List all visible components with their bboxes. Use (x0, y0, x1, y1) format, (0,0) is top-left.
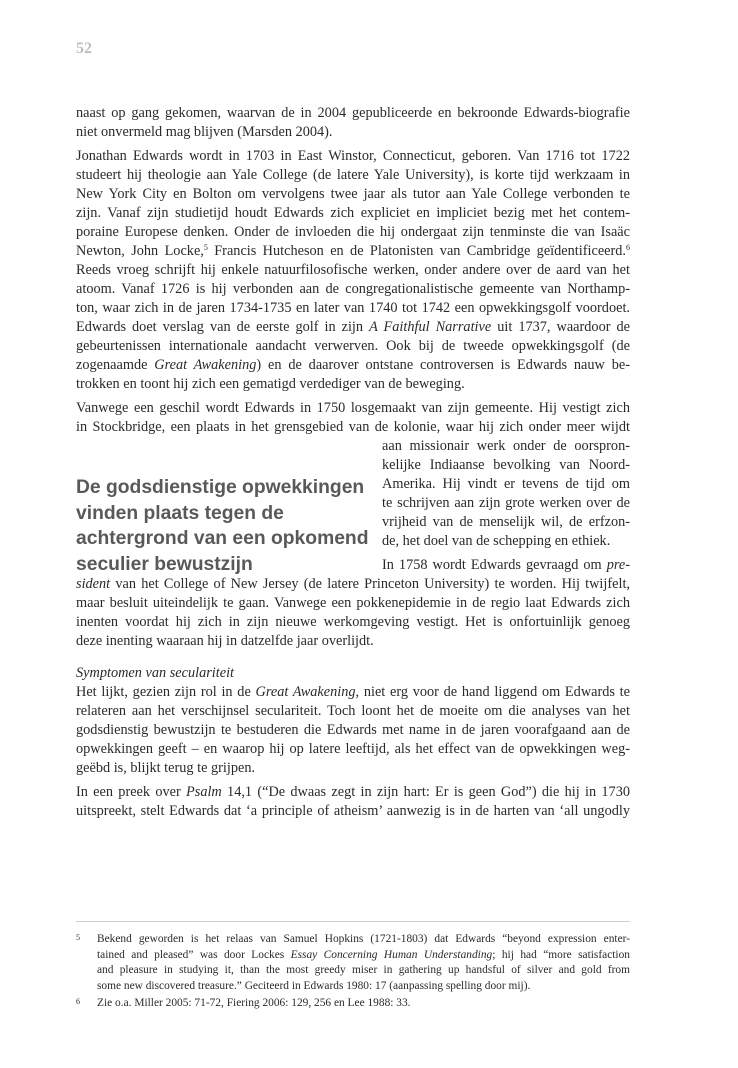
page-number: 52 (76, 40, 92, 57)
text-run: Vanwege een geschil wordt Edwards in 1750 losgemaakt van zijn gemeente. Hij vestigt zich (76, 400, 630, 416)
text-line (76, 223, 630, 242)
text-run: Jonathan Edwards wordt in 1703 in East Winstor, Connecticut, geboren. Van 1716 tot 1722 (76, 148, 630, 164)
italic-text: pre- (606, 557, 630, 573)
text-run: Bekend geworden is het relaas van Samuel Hopkins (1721-1803) dat Edwards “beyond expression enter- (97, 933, 630, 945)
text-run: uitspreekt, stelt Edwards dat ‘a principle of atheism’ aanwezig is in de harten van ‘all ungodly (76, 803, 630, 819)
text-line (76, 261, 630, 280)
text-run: zijn. Vanaf zijn studietijd houdt Edwards zich expliciet en impliciet bezig met het contem- (76, 205, 630, 221)
text-line (76, 613, 630, 632)
text-run: gebeurtenissen internationale aandacht verwerven. Ook bij de tweede opwekkingsgolf (de (76, 338, 630, 354)
text-line (76, 740, 630, 759)
text-line (76, 759, 630, 778)
text-run: maar besluit uiteindelijk te gaan. Vanwege een pokkenepidemie in de regio laat Edwards zich (76, 595, 630, 611)
footnote-ref: 6 (626, 243, 630, 252)
text-line (76, 280, 630, 299)
text-line (76, 104, 630, 123)
text-run: in Stockbridge, een plaats in het grensgebied van de kolonie, waar hij zich onder meer wijdt (76, 419, 630, 435)
footnote-line (97, 948, 630, 964)
text-line (76, 123, 630, 142)
text-run: 14,1 (“De dwaas zegt in zijn hart: Er is geen God”) die hij in 1730 (221, 784, 631, 800)
text-run: Francis Hutcheson en de Platonisten van Cambridge geïdentificeerd. (207, 243, 626, 259)
text-run: poraine Europese denken. Onder de invloeden die hij ondergaat zijn tenminste die van Isaäc (76, 224, 630, 240)
footnote-ref: 5 (203, 243, 208, 252)
text-line (76, 147, 630, 166)
text-run: trokken en toont hij zich een gematigd verdediger van de beweging. (76, 376, 465, 392)
text-line (76, 204, 630, 223)
text-run: opwekkingen geeft – en waarop hij op latere leeftijd, als het effect van de opwekkingen weg- (76, 741, 630, 757)
text-run: ton, waar zich in de jaren 1734-1735 en later van 1740 tot 1742 een opwekkingsgolf voordoet. (76, 300, 630, 316)
text-line (76, 802, 630, 821)
text-run: Amerika. Hij vindt er tevens de tijd om (382, 476, 630, 492)
text-run: Edwards doet verslag van de eerste golf in zijn (76, 319, 370, 335)
text-run: aan missionair werk onder de oorspron- (382, 438, 630, 454)
text-run: ) en de daarover ontstane controversen is Edwards nauw be- (256, 357, 630, 373)
text-run: Newton, John Locke, (76, 243, 204, 259)
text-line (382, 456, 630, 475)
text-line (76, 375, 630, 394)
text-line (76, 664, 630, 683)
pull-quote-line: vinden plaats tegen de (76, 502, 284, 524)
text-line (76, 299, 630, 318)
text-line (382, 475, 630, 494)
text-run: ; hij had “more satisfaction (492, 948, 630, 961)
text-run: some new discovered treasure.” Geciteerd in Edwards 1980: 17 (aanpassing spelling door mij). (97, 979, 531, 992)
footnote-line (97, 979, 630, 995)
italic-text: sident (76, 576, 111, 592)
text-line (76, 242, 630, 261)
text-run: uit 1737, waardoor de (491, 319, 630, 335)
footnote-line (97, 932, 630, 948)
footnote-number: 6 (76, 997, 80, 1006)
text-line (76, 185, 630, 204)
text-run: In een preek over (76, 784, 187, 800)
text-run: Het lijkt, gezien zijn rol in de (76, 684, 256, 700)
text-line (76, 318, 630, 337)
text-line (76, 702, 630, 721)
text-line (382, 437, 630, 456)
footnote-line (97, 963, 630, 979)
text-run: vrijheid van de menselijk wil, de erfzon- (382, 514, 630, 530)
pull-quote-line: achtergrond van een opkomend (76, 528, 369, 549)
text-run: deze inenting waaraan hij in datzelfde jaar overlijdt. (76, 633, 374, 649)
text-line (76, 683, 630, 702)
italic-text: Essay Concerning Human Understanding (290, 948, 493, 961)
text-run: niet onvermeld mag blijven (Marsden 2004). (76, 124, 333, 140)
text-run: inenten voordat hij zich in zijn nieuwe werkomgeving vestigt. Het is onfortuinlijk genoeg (76, 614, 630, 630)
text-line (76, 594, 630, 613)
pull-quote-line: De godsdienstige opwekkingen (76, 477, 365, 498)
text-run: , niet erg voor de hand liggend om Edwards te (355, 684, 630, 700)
footnote-number: 5 (76, 933, 80, 942)
text-run: naast op gang gekomen, waarvan de in 2004 gepubliceerde en bekroonde Edwards-biografie (76, 105, 630, 121)
pull-quote (76, 475, 376, 577)
text-line (76, 166, 630, 185)
text-line (76, 721, 630, 740)
text-line (382, 494, 630, 513)
footnote-divider (76, 921, 630, 922)
text-run: and pleasure in studying it, than the most greedy miser in gathering up handsful of silver and gold from (97, 964, 630, 976)
italic-text: Great Awakening (255, 684, 356, 700)
text-run: Reeds vroeg schrijft hij enkele natuurfilosofische werken, onder andere over de aard van het (76, 262, 630, 278)
text-run: tained and pleased” was door Lockes (97, 948, 291, 961)
italic-text: Great Awakening (154, 357, 257, 373)
italic-text: Symptomen van seculariteit (76, 665, 235, 681)
text-run: atoom. Vanaf 1726 is hij verbonden aan de congregationalistische gemeente van Northamp- (76, 281, 630, 297)
text-line (76, 337, 630, 356)
text-run: relateren aan het verschijnsel seculariteit. Toch loont het de moeite om die analyses van het (76, 703, 630, 719)
text-line (76, 632, 630, 651)
text-line (76, 783, 630, 802)
text-run: zogenaamde (76, 357, 155, 373)
text-run: de, het doel van de schepping en ethiek. (382, 533, 611, 549)
italic-text: A Faithful Narrative (369, 319, 492, 335)
text-run: te schrijven aan zijn grote werken over de (382, 495, 630, 511)
text-run: godsdienstig bewustzijn te bestuderen die Edwards met name in de jaren voorafgaand aan de (76, 722, 630, 738)
text-run: kelijke Indiaanse bevolking van Noord- (382, 457, 630, 473)
text-line (382, 556, 630, 575)
text-run: van het College of New Jersey (de latere Princeton University) te worden. Hij twijfelt, (110, 576, 630, 592)
footnote-line (97, 996, 630, 1012)
text-run: New York City en Bolton om vervolgens twee jaar als tutor aan Yale College verbonden te (76, 186, 630, 202)
text-line (382, 532, 630, 551)
text-run: studeert hij theologie aan Yale College (de latere Yale University), is korte tijd werkzaam in (76, 167, 630, 183)
text-run: Zie o.a. Miller 2005: 71-72, Fiering 2006: 129, 256 en Lee 1988: 33. (97, 997, 411, 1009)
text-run: In 1758 wordt Edwards gevraagd om (382, 557, 607, 573)
text-line (76, 356, 630, 375)
italic-text: Psalm (186, 784, 222, 800)
pull-quote-line: seculier bewustzijn (76, 553, 253, 575)
text-line (76, 418, 630, 437)
text-line (76, 575, 630, 594)
text-run: geëbd is, blijkt terug te grijpen. (76, 760, 256, 776)
text-line (382, 513, 630, 532)
text-line (76, 399, 630, 418)
